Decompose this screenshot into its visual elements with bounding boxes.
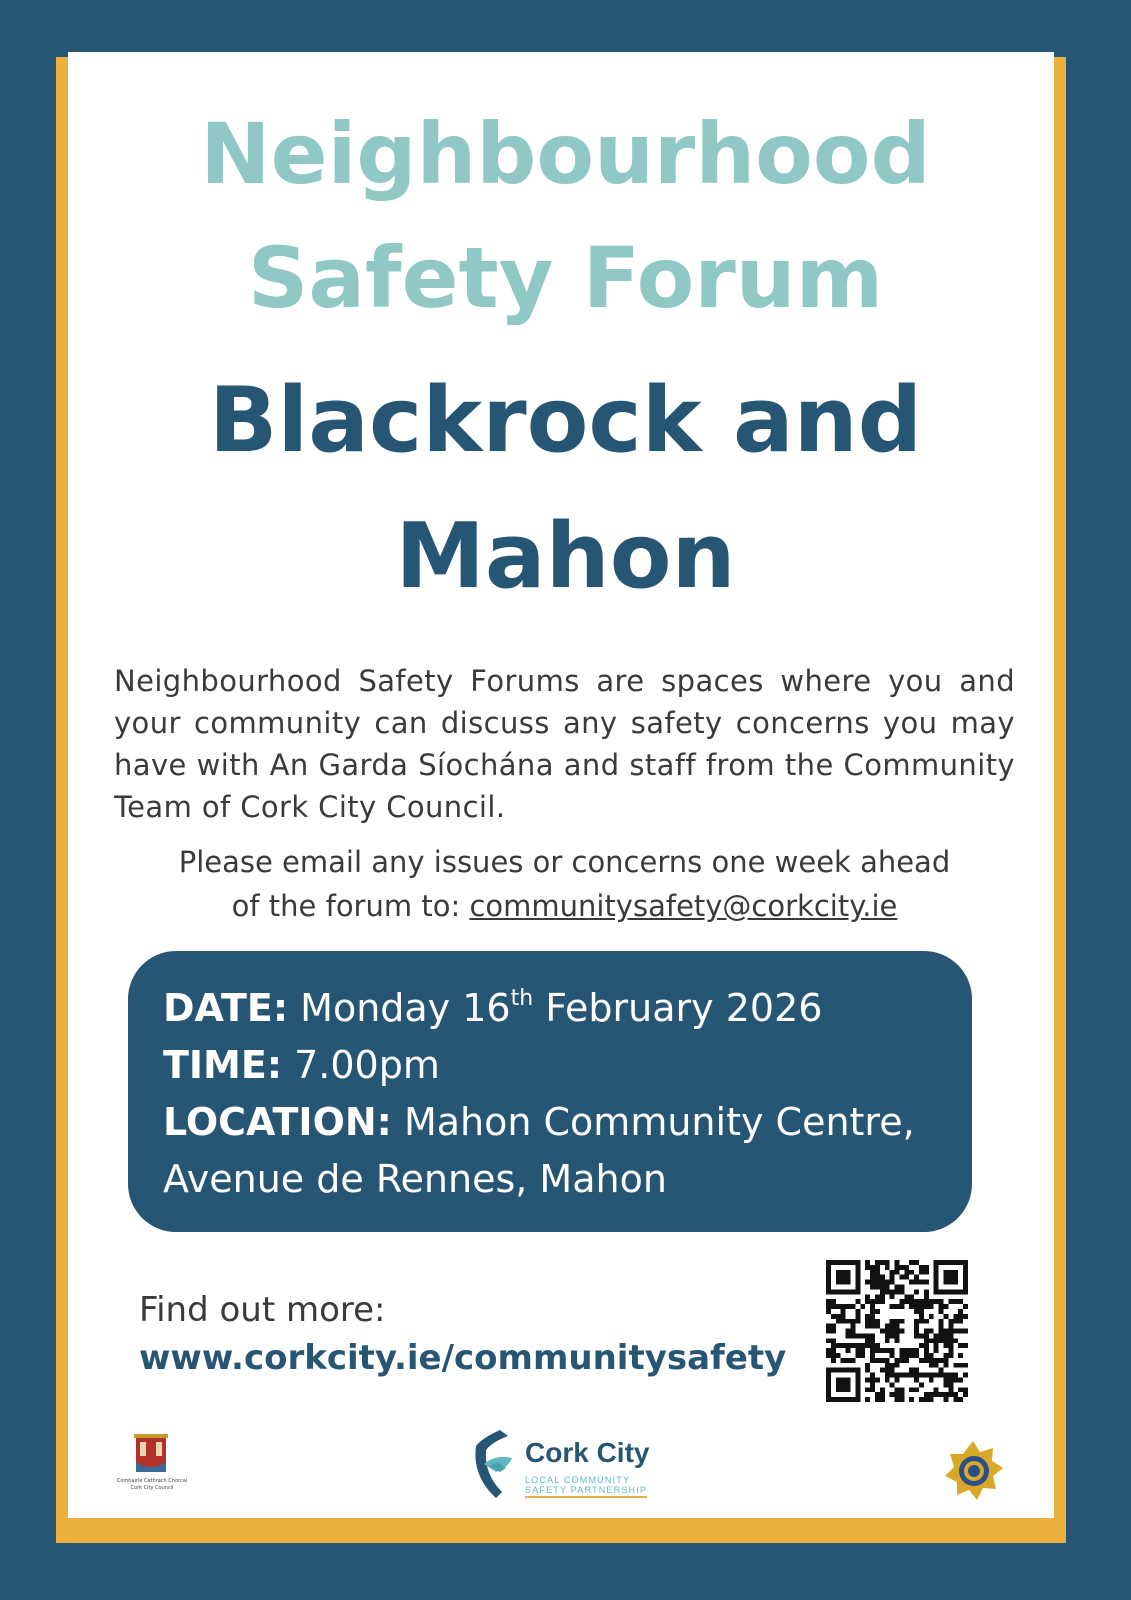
intro-paragraph: Neighbourhood Safety Forums are spaces where you and your community can discuss any safety concerns you may have with An Garda Síochána and staff from the Community Team of Cork City Council. xyxy=(114,664,1015,824)
area-title-line2: Mahon xyxy=(395,504,736,609)
date-rest: February 2026 xyxy=(533,986,823,1030)
lcsp-logo-name: Cork City xyxy=(525,1437,650,1468)
find-out-more-label: Find out more: xyxy=(139,1290,386,1330)
email-prompt xyxy=(114,840,1015,928)
location-value: Mahon Community Centre, xyxy=(391,1100,915,1144)
event-time xyxy=(163,1040,440,1090)
email-prompt-prefix: of the forum to: xyxy=(231,889,470,923)
garda-badge-logo xyxy=(942,1440,1004,1502)
time-value: 7.00pm xyxy=(282,1043,440,1087)
date-label: DATE: xyxy=(163,986,289,1030)
time-label: TIME: xyxy=(163,1043,283,1087)
date-suffix: th xyxy=(510,986,534,1011)
council-logo-text-line1: Comhairle Cathrach Chorcaí xyxy=(116,1478,188,1484)
area-title-line1: Blackrock and xyxy=(208,368,923,473)
forum-title-line2: Safety Forum xyxy=(247,229,884,327)
email-link[interactable]: communitysafety@corkcity.ie xyxy=(469,889,898,923)
forum-title-line1: Neighbourhood xyxy=(200,105,931,203)
email-prompt-line1: Please email any issues or concerns one week ahead xyxy=(178,845,951,879)
date-day: Monday 16 xyxy=(288,986,511,1030)
event-location xyxy=(163,1097,915,1147)
council-logo-text-line2: Cork City Council xyxy=(130,1485,174,1491)
council-logo-text xyxy=(104,1478,200,1492)
lcsp-logo-sub2: SAFETY PARTNERSHIP xyxy=(525,1485,647,1498)
qr-code[interactable] xyxy=(826,1260,968,1402)
location-label: LOCATION: xyxy=(163,1100,392,1144)
event-location-line2: Avenue de Rennes, Mahon xyxy=(163,1157,667,1201)
event-date xyxy=(163,983,822,1033)
lcsp-logo-sub1: LOCAL COMMUNITY xyxy=(525,1475,631,1485)
website-link[interactable]: www.corkcity.ie/communitysafety xyxy=(139,1338,787,1378)
